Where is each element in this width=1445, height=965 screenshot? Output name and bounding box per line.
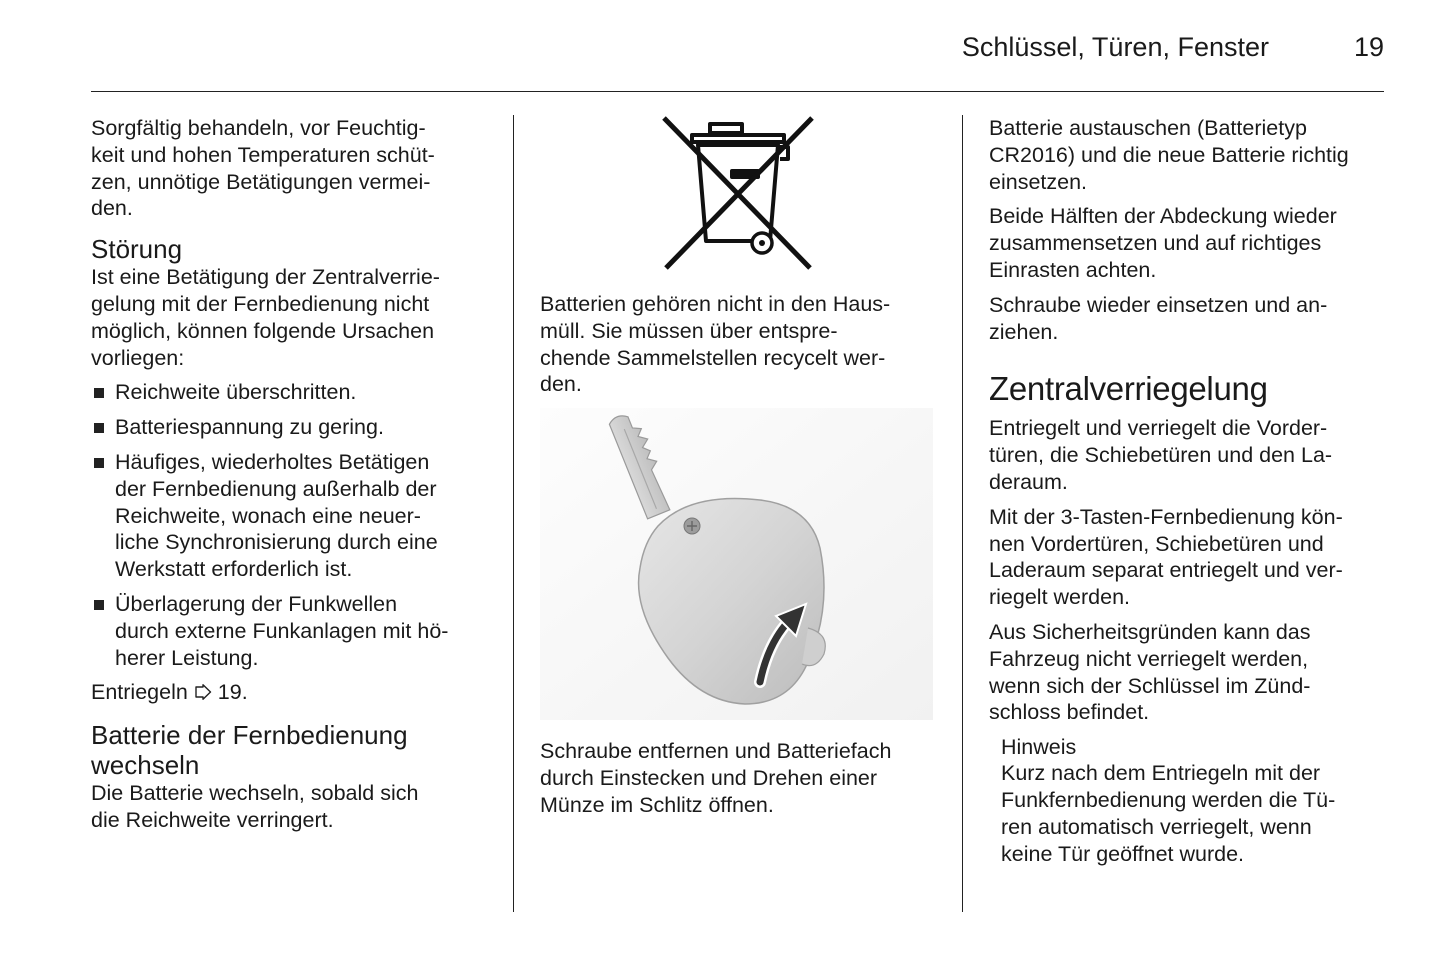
cause-list bbox=[91, 379, 491, 671]
note-text: Kurz nach dem Entriegeln mit der Funkfernbedienung werden die Tü- ren automatisch verriegelt, wenn keine Tür geöffnet wurde. bbox=[1001, 761, 1336, 866]
page-number: 19 bbox=[1353, 32, 1384, 62]
bullet-square-icon bbox=[94, 458, 104, 468]
intro-paragraph: Sorgfältig behandeln, vor Feuchtig- keit und hohen Temperaturen schüt- zen, unnötige Betätigungen vermei- den. bbox=[91, 116, 435, 221]
zv-paragraph-1: Entriegelt und verriegelt die Vorder- türen, die Schiebetüren und den La- deraum. bbox=[989, 416, 1333, 494]
column-divider-right bbox=[962, 115, 963, 912]
bullet-square-icon bbox=[94, 600, 104, 610]
note-box bbox=[1001, 734, 1389, 867]
page-reference-arrow-icon bbox=[194, 684, 212, 700]
note-title: Hinweis bbox=[1001, 735, 1077, 760]
list-item-text: Häufiges, wiederholtes Betätigen der Fernbedienung außerhalb der Reichweite, wonach eine neuer- liche Synchronisierung durch eine Werkstatt erforderlich ist. bbox=[115, 449, 438, 582]
list-item bbox=[91, 379, 491, 406]
list-item bbox=[91, 414, 491, 441]
battery-replace-paragraph: Batterie austauschen (Batterietyp CR2016) und die neue Batterie richtig einsetzen. bbox=[989, 116, 1349, 194]
list-item bbox=[91, 449, 491, 583]
list-item-text: Überlagerung der Funkwellen durch externe Funkanlagen mit hö- herer Leistung. bbox=[115, 591, 449, 670]
column-middle bbox=[540, 115, 940, 827]
page-header-title: Schlüssel, Türen, Fenster bbox=[961, 32, 1269, 62]
column-left bbox=[91, 115, 491, 842]
list-item bbox=[91, 591, 491, 671]
column-divider-left bbox=[513, 115, 514, 912]
screw-paragraph: Schraube entfernen und Batteriefach durch Einstecken und Drehen einer Münze im Schlitz öffnen. bbox=[540, 739, 892, 817]
zentralverriegelung-heading: Zentralverriegelung bbox=[989, 370, 1268, 408]
cross-reference-label: Entriegeln bbox=[91, 680, 188, 705]
header-divider bbox=[91, 91, 1384, 92]
screw-insert-paragraph: Schraube wieder einsetzen und an- ziehen. bbox=[989, 292, 1328, 344]
recycling-paragraph: Batterien gehören nicht in den Haus- müll. Sie müssen über entspre- chende Sammelstellen recycelt wer- den. bbox=[540, 292, 891, 397]
stoerung-paragraph: Ist eine Betätigung der Zentralverrie- gelung mit der Fernbedienung nicht möglich, können folgende Ursachen vorliegen: bbox=[91, 265, 440, 370]
crossed-out-wheelie-bin-icon bbox=[660, 115, 816, 271]
list-item-text: Reichweite überschritten. bbox=[115, 380, 357, 405]
bullet-square-icon bbox=[94, 388, 104, 398]
column-right bbox=[989, 115, 1389, 867]
cover-assemble-paragraph: Beide Hälften der Abdeckung wieder zusammensetzen und auf richtiges Einrasten achten. bbox=[989, 204, 1337, 282]
list-item-text: Batteriespannung zu gering. bbox=[115, 415, 384, 440]
remote-key-illustration bbox=[540, 408, 933, 720]
battery-paragraph: Die Batterie wechseln, sobald sich die Reichweite verringert. bbox=[91, 781, 419, 832]
stoerung-heading: Störung bbox=[91, 234, 183, 265]
zv-paragraph-2: Mit der 3-Tasten-Fernbedienung kön- nen Vordertüren, Schiebetüren und Laderaum separat entriegelt und ver- riegelt werden. bbox=[989, 504, 1343, 610]
cross-reference[interactable] bbox=[91, 679, 491, 706]
bullet-square-icon bbox=[94, 423, 104, 433]
cross-reference-page: 19. bbox=[217, 680, 248, 705]
battery-heading: Batterie der Fernbedienung wechseln bbox=[91, 720, 408, 781]
zv-paragraph-3: Aus Sicherheitsgründen kann das Fahrzeug nicht verriegelt werden, wenn sich der Schlüssel im Zünd- schloss befindet. bbox=[989, 619, 1311, 725]
